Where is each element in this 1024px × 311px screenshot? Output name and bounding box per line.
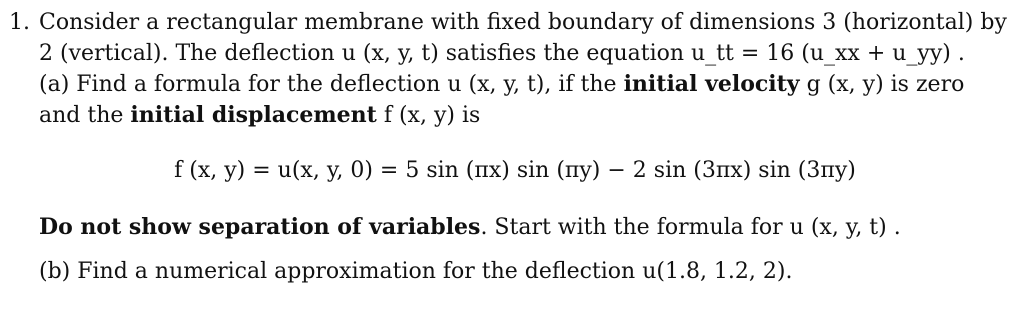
part-a-text-3: and the [39, 103, 131, 128]
part-a-line-1 [39, 69, 964, 100]
part-a-text: (a) Find a formula for the deflection u (x, y, t), if the [39, 72, 624, 97]
instruction-bold: Do not show separation of variables [39, 214, 481, 240]
part-b-line: (b) Find a numerical approximation for the deflection u(1.8, 1.2, 2). [39, 259, 793, 284]
problem-intro: Consider a rectangular membrane with fixed boundary of dimensions 3 (horizontal) by [39, 10, 1007, 35]
instruction-rest: . Start with the formula for u (x, y, t) . [480, 215, 901, 240]
initial-velocity-term: initial velocity [623, 71, 800, 97]
displacement-equation: f (x, y) = u(x, y, 0) = 5 sin (πx) sin (πy) − 2 sin (3πx) sin (3πy) [174, 158, 856, 183]
problem-number: 1. [9, 10, 30, 35]
initial-displacement-term: initial displacement [130, 102, 377, 128]
part-a-text-4: f (x, y) is [376, 103, 481, 128]
problem-line-1 [9, 7, 1007, 38]
problem-line-2: 2 (vertical). The deflection u (x, y, t) satisfies the equation u_tt = 16 (u_xx + u_yy) . [39, 41, 965, 66]
instruction-line [39, 212, 901, 243]
part-a-text-2: g (x, y) is zero [799, 72, 965, 97]
part-a-line-2 [39, 100, 480, 131]
